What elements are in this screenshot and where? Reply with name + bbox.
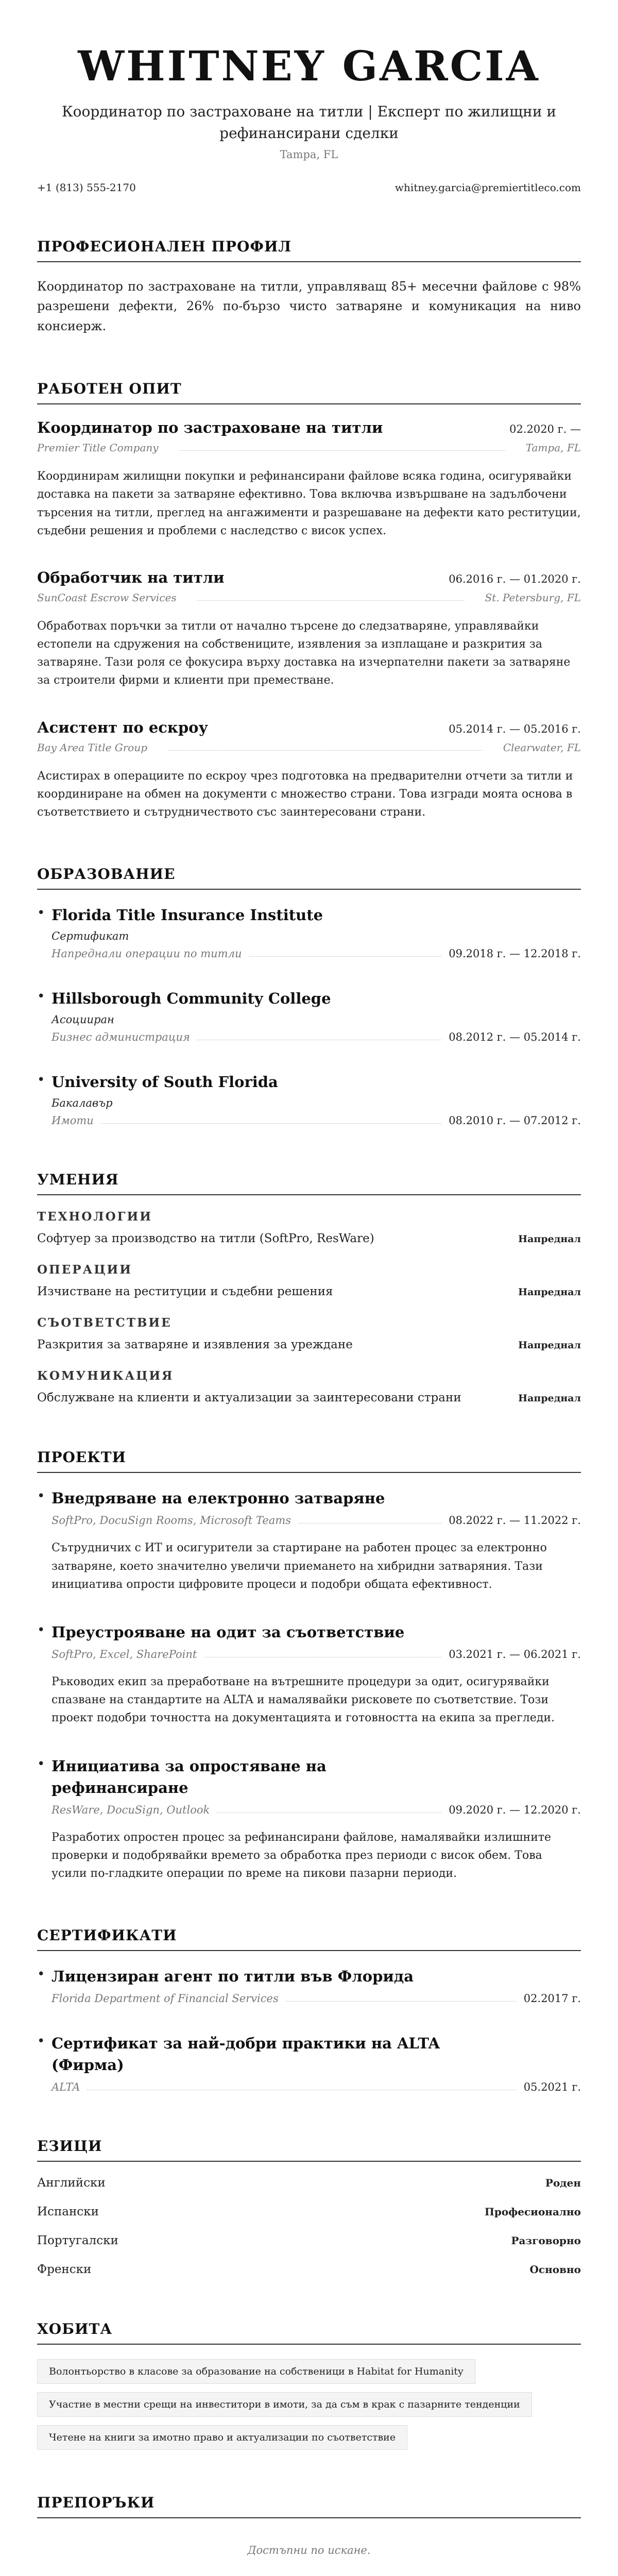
job-title: Асистент по ескроу xyxy=(37,718,209,736)
language-level: Основно xyxy=(529,2263,581,2276)
skill-category-title: КОМУНИКАЦИЯ xyxy=(37,1369,174,1383)
references-section xyxy=(37,2494,581,2556)
profile-text: Координатор по застраховане на титли, управляващ 85+ месечни файлове с 98% разрешени дефекти, 26% по-бързо чисто затваряне и комуникация на ниво консиерж. xyxy=(37,279,581,333)
language-name: Английски xyxy=(37,2176,106,2190)
project-description: Ръководих екип за преработване на вътрешните процедури за одит, осигурявайки спазване на стандартите на ALTA и намалявайки рисковете по съответствие. Този проект подобри точността на документацията и готовността на екипа за прегледи. xyxy=(52,1675,555,1725)
references-text: Достъпни по искане. xyxy=(247,2544,371,2557)
project-tools: SoftPro, Excel, SharePoint xyxy=(52,1648,197,1661)
section-title: РАБОТЕН ОПИТ xyxy=(37,380,581,404)
job-location: St. Petersburg, FL xyxy=(485,591,581,604)
job-entry xyxy=(37,569,581,690)
language-level: Професионално xyxy=(484,2206,581,2218)
job-entry xyxy=(37,419,581,540)
profile-section xyxy=(37,238,581,336)
certification-name: • Сертификат за най-добри практики на ALTA (Фирма) xyxy=(52,2035,440,2074)
skill-category-title: ОПЕРАЦИИ xyxy=(37,1263,132,1277)
skill-category xyxy=(37,1369,581,1404)
certification-date: 02.2017 г. xyxy=(523,1992,581,2005)
language-level: Роден xyxy=(545,2177,581,2190)
skill-level: Напреднал xyxy=(518,1233,581,1245)
project-entry xyxy=(37,1755,581,1883)
hobbies-section xyxy=(37,2320,581,2458)
section-title: УМЕНИЯ xyxy=(37,1171,581,1195)
dotted-leader xyxy=(286,1995,517,2002)
education-entry xyxy=(37,904,581,960)
skill-category xyxy=(37,1263,581,1298)
education-entry xyxy=(37,988,581,1043)
dotted-leader xyxy=(217,1807,441,1813)
job-description: Обработвах поръчки за титли от начално търсене до следзатваряне, управлявайки естопели на сдружения на собствениците, изявления за изплащане и разкрития за затваряне. Тази роля се фокусира върху доставка на изчерпателни пакети за затваряне за строители фирми и клиенти при преместване. xyxy=(37,619,571,687)
education-entry xyxy=(37,1071,581,1127)
project-dates: 08.2022 г. — 11.2022 г. xyxy=(449,1514,581,1527)
section-title: ПРОФЕСИОНАЛЕН ПРОФИЛ xyxy=(37,238,581,262)
job-entry xyxy=(37,719,581,822)
language-row xyxy=(37,2263,581,2276)
degree: Сертификат xyxy=(52,930,129,943)
dotted-leader xyxy=(87,2084,516,2090)
certification-issuer: Florida Department of Financial Services xyxy=(52,1992,279,2005)
skill-name: Изчистване на реституции и съдебни решения xyxy=(37,1285,333,1299)
dotted-leader xyxy=(179,445,505,451)
skill-category-title: СЪОТВЕТСТВИЕ xyxy=(37,1316,172,1330)
job-location: Clearwater, FL xyxy=(503,741,581,754)
skill-name: Софтуер за производство на титли (SoftPro, ResWare) xyxy=(37,1232,374,1246)
certifications-section xyxy=(37,1927,581,2093)
job-dates: 02.2020 г. — xyxy=(509,423,581,436)
languages-section xyxy=(37,2138,581,2276)
section-title: ЕЗИЦИ xyxy=(37,2138,581,2162)
skills-section xyxy=(37,1171,581,1404)
candidate-location: Tampa, FL xyxy=(280,148,338,161)
field-of-study: Напреднали операции по титли xyxy=(52,947,242,960)
hobby-tag: Волонтьорство в класове за образование на собственици в Habitat for Humanity xyxy=(37,2359,475,2384)
project-tools: ResWare, DocuSign, Outlook xyxy=(52,1803,210,1816)
job-dates: 06.2016 г. — 01.2020 г. xyxy=(449,572,581,585)
project-tools: SoftPro, DocuSign Rooms, Microsoft Teams xyxy=(52,1514,291,1527)
project-description: Сътрудничих с ИТ и осигурители за стартиране на работен процес за електронно затваряне, което значително увеличи приемането на хибридни затваряния. Тази инициатива опрости цифровите процеси и подобри общата ефективност. xyxy=(52,1541,547,1591)
candidate-name: WHITNEY GARCIA xyxy=(78,42,540,90)
skill-name: Разкрития за затваряне и изявления за уреждане xyxy=(37,1338,353,1352)
section-title: СЕРТИФИКАТИ xyxy=(37,1927,581,1951)
project-description: Разработих опростен процес за рефинансирани файлове, намалявайки излишните проверки и подобрявайки времето за обработка през периоди с висок обем. Това усили по-гладките операции по време на пикови пазарни периоди. xyxy=(52,1831,552,1880)
field-of-study: Имоти xyxy=(52,1114,94,1127)
field-of-study: Бизнес администрация xyxy=(52,1031,190,1044)
skill-level: Напреднал xyxy=(518,1340,581,1351)
project-entry xyxy=(37,1621,581,1727)
email-address[interactable]: whitney.garcia@premiertitleco.com xyxy=(394,181,581,194)
dotted-leader xyxy=(101,1117,441,1124)
skill-level: Напреднал xyxy=(518,1286,581,1298)
school-name: • Hillsborough Community College xyxy=(52,990,331,1008)
language-row xyxy=(37,2234,581,2247)
skill-category-title: ТЕХНОЛОГИИ xyxy=(37,1210,152,1224)
job-description: Асистирах в операциите по ескроу чрез подготовка на предварителни отчети за титли и координиране на обмен на документи с множество страни. Това изгради моята основа в съответствието и сътрудничеството със заинтересовани страни. xyxy=(37,769,573,819)
job-company: Premier Title Company xyxy=(37,442,159,454)
contact-row xyxy=(37,181,581,194)
job-company: SunCoast Escrow Services xyxy=(37,591,177,604)
section-title: ПРЕПОРЪКИ xyxy=(37,2494,581,2518)
project-name: • Преустрояване на одит за съответствие xyxy=(52,1623,405,1641)
certification-entry xyxy=(37,2032,581,2093)
job-company: Bay Area Title Group xyxy=(37,741,148,754)
project-name: • Инициатива за опростяване на рефинансиране xyxy=(52,1757,327,1797)
language-row xyxy=(37,2205,581,2218)
project-dates: 09.2020 г. — 12.2020 г. xyxy=(449,1803,581,1816)
school-name: • University of South Florida xyxy=(52,1073,278,1091)
section-title: ХОБИТА xyxy=(37,2320,581,2345)
project-name: • Внедряване на електронно затваряне xyxy=(52,1489,385,1507)
dotted-leader xyxy=(197,595,465,601)
language-row xyxy=(37,2176,581,2190)
dotted-leader xyxy=(298,1517,441,1523)
certification-entry xyxy=(37,1965,581,2005)
skill-category xyxy=(37,1210,581,1245)
certification-name: • Лицензиран агент по титли във Флорида xyxy=(52,1968,414,1986)
experience-section xyxy=(37,380,581,821)
phone-number[interactable]: +1 (813) 555-2170 xyxy=(37,181,136,194)
language-name: Френски xyxy=(37,2263,92,2277)
degree: Асоцииран xyxy=(52,1013,114,1026)
hobby-tag: Четене на книги за имотно право и актуализации по съответствие xyxy=(37,2425,407,2450)
certification-issuer: ALTA xyxy=(52,2081,80,2094)
project-dates: 03.2021 г. — 06.2021 г. xyxy=(449,1648,581,1661)
dotted-leader xyxy=(249,951,442,957)
language-name: Португалски xyxy=(37,2234,118,2248)
job-description: Координирам жилищни покупки и рефинансирани файлове всяка година, осигурявайки доставка на пакети за затваряне ефективно. Това включва извършване на задълбочени търсения на титли, преглед на ангажименти и разрешаване на дефекти като реституции, съдебни решения и проблеми с наследство с висок успех. xyxy=(37,470,581,537)
language-level: Разговорно xyxy=(511,2234,581,2247)
job-dates: 05.2014 г. — 05.2016 г. xyxy=(449,722,581,735)
language-name: Испански xyxy=(37,2205,99,2219)
education-section xyxy=(37,866,581,1127)
education-dates: 08.2010 г. — 07.2012 г. xyxy=(449,1114,581,1127)
projects-section xyxy=(37,1449,581,1883)
project-entry xyxy=(37,1487,581,1594)
job-title: Координатор по застраховане на титли xyxy=(37,419,383,437)
dotted-leader xyxy=(197,1034,441,1040)
degree: Бакалавър xyxy=(52,1097,113,1110)
candidate-tagline: Координатор по застраховане на титли | Експерт по жилищни и рефинансирани сделки xyxy=(61,103,557,142)
skill-category xyxy=(37,1316,581,1351)
skill-level: Напреднал xyxy=(518,1393,581,1404)
section-title: ОБРАЗОВАНИЕ xyxy=(37,866,581,890)
section-title: ПРОЕКТИ xyxy=(37,1449,581,1473)
education-dates: 09.2018 г. — 12.2018 г. xyxy=(449,947,581,960)
resume-header xyxy=(37,43,581,194)
skill-name: Обслужване на клиенти и актуализации за заинтересовани страни xyxy=(37,1391,461,1405)
dotted-leader xyxy=(204,1651,441,1657)
job-location: Tampa, FL xyxy=(525,442,581,454)
certification-date: 05.2021 г. xyxy=(523,2081,581,2094)
job-title: Обработчик на титли xyxy=(37,568,225,586)
dotted-leader xyxy=(168,744,483,751)
hobby-tag: Участие в местни срещи на инвеститори в имоти, за да съм в крак с пазарните тенденции xyxy=(37,2392,532,2417)
education-dates: 08.2012 г. — 05.2014 г. xyxy=(449,1031,581,1044)
school-name: • Florida Title Insurance Institute xyxy=(52,906,323,924)
